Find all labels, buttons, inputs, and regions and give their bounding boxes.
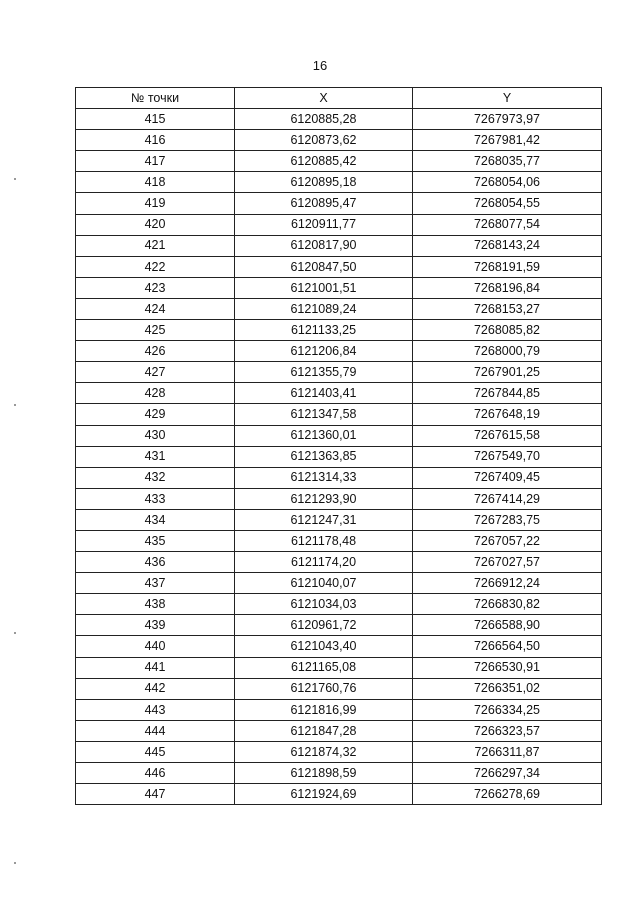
table-row xyxy=(76,784,602,805)
cell-y: 7267409,45 xyxy=(413,467,602,488)
cell-point-number: 440 xyxy=(76,636,235,657)
cell-x: 6120873,62 xyxy=(235,130,413,151)
cell-x: 6121314,33 xyxy=(235,467,413,488)
cell-x: 6121040,07 xyxy=(235,573,413,594)
cell-x: 6121034,03 xyxy=(235,594,413,615)
cell-y: 7266564,50 xyxy=(413,636,602,657)
cell-point-number: 417 xyxy=(76,151,235,172)
cell-point-number: 428 xyxy=(76,383,235,404)
cell-x: 6121178,48 xyxy=(235,530,413,551)
cell-y: 7268143,24 xyxy=(413,235,602,256)
cell-x: 6120961,72 xyxy=(235,615,413,636)
cell-x: 6120895,18 xyxy=(235,172,413,193)
cell-x: 6120885,42 xyxy=(235,151,413,172)
cell-y: 7266334,25 xyxy=(413,699,602,720)
cell-y: 7267844,85 xyxy=(413,383,602,404)
cell-point-number: 435 xyxy=(76,530,235,551)
cell-y: 7268153,27 xyxy=(413,298,602,319)
cell-y: 7266830,82 xyxy=(413,594,602,615)
cell-y: 7266912,24 xyxy=(413,573,602,594)
table-row xyxy=(76,636,602,657)
cell-x: 6121874,32 xyxy=(235,741,413,762)
cell-y: 7268191,59 xyxy=(413,256,602,277)
cell-x: 6121165,08 xyxy=(235,657,413,678)
cell-y: 7267615,58 xyxy=(413,425,602,446)
page-number: 16 xyxy=(312,58,328,73)
table-row xyxy=(76,383,602,404)
cell-point-number: 444 xyxy=(76,720,235,741)
cell-point-number: 429 xyxy=(76,404,235,425)
table-row xyxy=(76,172,602,193)
table-row xyxy=(76,763,602,784)
cell-point-number: 418 xyxy=(76,172,235,193)
cell-point-number: 421 xyxy=(76,235,235,256)
table-row xyxy=(76,151,602,172)
cell-x: 6121001,51 xyxy=(235,277,413,298)
table-row xyxy=(76,509,602,530)
cell-point-number: 446 xyxy=(76,763,235,784)
cell-y: 7268196,84 xyxy=(413,277,602,298)
cell-point-number: 419 xyxy=(76,193,235,214)
margin-mark xyxy=(14,862,16,864)
cell-y: 7266351,02 xyxy=(413,678,602,699)
cell-y: 7266323,57 xyxy=(413,720,602,741)
table-row xyxy=(76,277,602,298)
cell-point-number: 433 xyxy=(76,488,235,509)
table-row xyxy=(76,320,602,341)
cell-x: 6120911,77 xyxy=(235,214,413,235)
table-row xyxy=(76,720,602,741)
table-row xyxy=(76,678,602,699)
cell-y: 7267283,75 xyxy=(413,509,602,530)
cell-point-number: 422 xyxy=(76,256,235,277)
header-point-number: № точки xyxy=(76,88,235,109)
header-x: X xyxy=(235,88,413,109)
cell-x: 6120895,47 xyxy=(235,193,413,214)
cell-point-number: 436 xyxy=(76,552,235,573)
cell-point-number: 423 xyxy=(76,277,235,298)
cell-point-number: 426 xyxy=(76,341,235,362)
cell-x: 6121760,76 xyxy=(235,678,413,699)
cell-x: 6120817,90 xyxy=(235,235,413,256)
cell-point-number: 431 xyxy=(76,446,235,467)
cell-y: 7267027,57 xyxy=(413,552,602,573)
cell-point-number: 439 xyxy=(76,615,235,636)
table-row xyxy=(76,594,602,615)
table-row xyxy=(76,256,602,277)
table-row xyxy=(76,573,602,594)
cell-x: 6121898,59 xyxy=(235,763,413,784)
cell-point-number: 424 xyxy=(76,298,235,319)
cell-x: 6121174,20 xyxy=(235,552,413,573)
cell-point-number: 443 xyxy=(76,699,235,720)
cell-x: 6121293,90 xyxy=(235,488,413,509)
cell-point-number: 425 xyxy=(76,320,235,341)
table-row xyxy=(76,130,602,151)
table-row xyxy=(76,657,602,678)
cell-point-number: 427 xyxy=(76,362,235,383)
cell-point-number: 420 xyxy=(76,214,235,235)
table-row xyxy=(76,699,602,720)
table-row xyxy=(76,530,602,551)
cell-x: 6120847,50 xyxy=(235,256,413,277)
cell-y: 7268000,79 xyxy=(413,341,602,362)
table-row xyxy=(76,446,602,467)
cell-point-number: 434 xyxy=(76,509,235,530)
cell-y: 7266278,69 xyxy=(413,784,602,805)
coordinates-table xyxy=(75,87,602,805)
cell-point-number: 445 xyxy=(76,741,235,762)
cell-y: 7268085,82 xyxy=(413,320,602,341)
table-row xyxy=(76,425,602,446)
cell-point-number: 415 xyxy=(76,109,235,130)
table-row xyxy=(76,214,602,235)
table-row xyxy=(76,193,602,214)
cell-y: 7268054,06 xyxy=(413,172,602,193)
table-row xyxy=(76,404,602,425)
cell-y: 7267648,19 xyxy=(413,404,602,425)
margin-mark xyxy=(14,632,16,634)
cell-x: 6121206,84 xyxy=(235,341,413,362)
table-row xyxy=(76,552,602,573)
header-y: Y xyxy=(413,88,602,109)
table-row xyxy=(76,109,602,130)
table-row xyxy=(76,467,602,488)
table-row xyxy=(76,298,602,319)
cell-y: 7267973,97 xyxy=(413,109,602,130)
cell-y: 7268054,55 xyxy=(413,193,602,214)
margin-mark xyxy=(14,178,16,180)
cell-y: 7268035,77 xyxy=(413,151,602,172)
cell-x: 6121043,40 xyxy=(235,636,413,657)
cell-point-number: 416 xyxy=(76,130,235,151)
cell-x: 6121403,41 xyxy=(235,383,413,404)
cell-x: 6121360,01 xyxy=(235,425,413,446)
cell-y: 7267549,70 xyxy=(413,446,602,467)
table-row xyxy=(76,741,602,762)
cell-y: 7267981,42 xyxy=(413,130,602,151)
cell-x: 6121355,79 xyxy=(235,362,413,383)
cell-x: 6121133,25 xyxy=(235,320,413,341)
cell-y: 7266530,91 xyxy=(413,657,602,678)
cell-x: 6121089,24 xyxy=(235,298,413,319)
cell-x: 6121247,31 xyxy=(235,509,413,530)
cell-point-number: 441 xyxy=(76,657,235,678)
cell-x: 6121816,99 xyxy=(235,699,413,720)
cell-point-number: 437 xyxy=(76,573,235,594)
cell-x: 6121847,28 xyxy=(235,720,413,741)
table-row xyxy=(76,488,602,509)
cell-y: 7268077,54 xyxy=(413,214,602,235)
margin-mark xyxy=(14,404,16,406)
cell-point-number: 430 xyxy=(76,425,235,446)
cell-point-number: 432 xyxy=(76,467,235,488)
table-header-row xyxy=(76,88,602,109)
cell-y: 7266588,90 xyxy=(413,615,602,636)
cell-y: 7266311,87 xyxy=(413,741,602,762)
cell-x: 6121347,58 xyxy=(235,404,413,425)
cell-point-number: 442 xyxy=(76,678,235,699)
cell-y: 7267414,29 xyxy=(413,488,602,509)
cell-y: 7267901,25 xyxy=(413,362,602,383)
cell-y: 7266297,34 xyxy=(413,763,602,784)
table-row xyxy=(76,235,602,256)
table-row xyxy=(76,362,602,383)
cell-x: 6121363,85 xyxy=(235,446,413,467)
table-row xyxy=(76,615,602,636)
cell-y: 7267057,22 xyxy=(413,530,602,551)
cell-point-number: 438 xyxy=(76,594,235,615)
cell-point-number: 447 xyxy=(76,784,235,805)
table-row xyxy=(76,341,602,362)
cell-x: 6121924,69 xyxy=(235,784,413,805)
cell-x: 6120885,28 xyxy=(235,109,413,130)
